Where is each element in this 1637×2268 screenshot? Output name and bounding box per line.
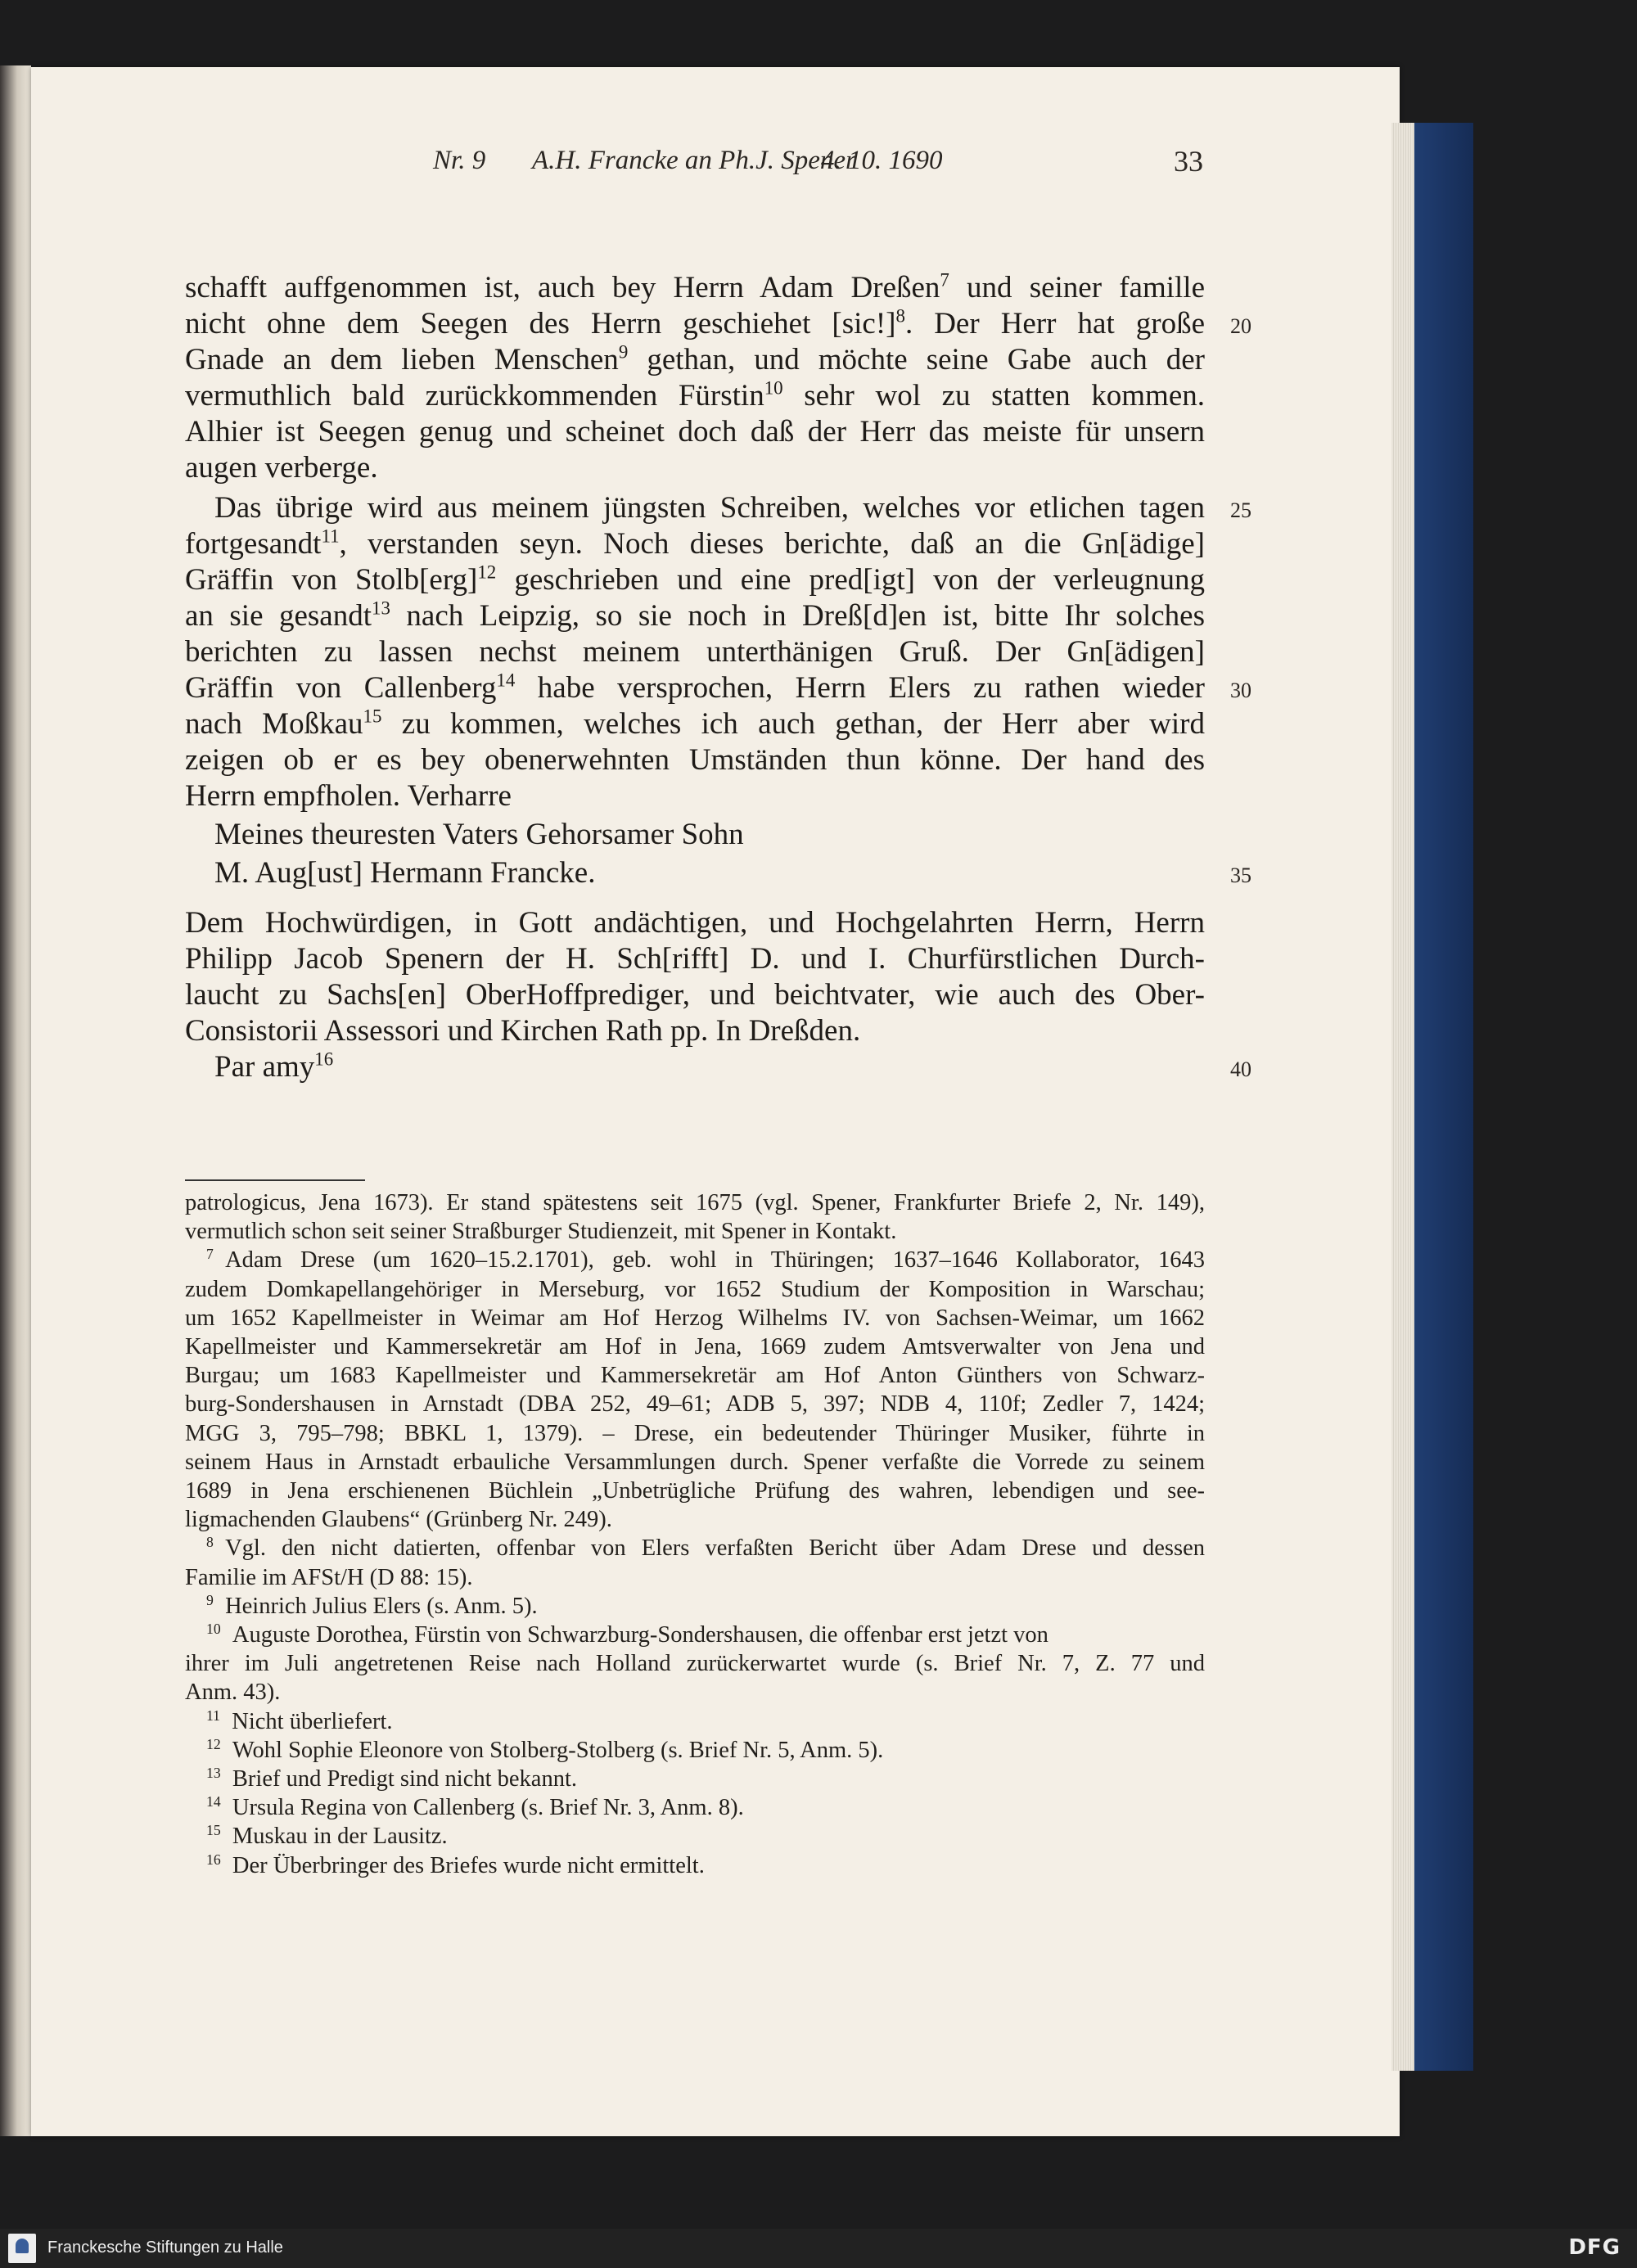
body-text: Meines theuresten Vaters Gehorsamer Sohn — [214, 818, 744, 851]
footnote-line — [185, 1679, 1205, 1707]
body-text: Par amy — [214, 1050, 315, 1084]
body-line — [185, 941, 1205, 977]
footnote-line — [185, 1737, 1205, 1765]
body-line — [185, 817, 1205, 853]
footnote-line — [185, 1506, 1205, 1534]
body-text: Philipp Jacob Spenern der H. Sch[rifft] D. und I. Churfürstlichen Durch- — [185, 942, 1205, 976]
footnote-ref: 15 — [363, 706, 382, 727]
body-text: M. Aug[ust] Hermann Francke. — [214, 856, 596, 890]
body-text: laucht zu Sachs[en] OberHoffprediger, und beichtvater, wie auch des Ober- — [185, 978, 1205, 1012]
footnote-text: vermutlich schon seit seiner Straßburger Studienzeit, mit Spener in Kontakt. — [185, 1219, 897, 1244]
body-text: fortgesandt — [185, 527, 322, 561]
body-text: , verstanden seyn. Noch dieses berichte, daß an die Gn[ädige] — [339, 527, 1205, 561]
body-text: Dem Hochwürdigen, in Gott andächtigen, und Hochgelahrten Herrn, Herrn — [185, 906, 1205, 940]
footnote-line — [185, 1765, 1205, 1793]
letter-date: 4. 10. 1690 — [821, 146, 943, 175]
body-text: nach Moßkau — [185, 707, 363, 741]
body-text: zu kommen, welches ich auch gethan, der Herr aber wird — [381, 707, 1205, 741]
footnote-text: Vgl. den nicht datierten, offenbar von Elers verfaßten Bericht über Adam Drese und dessen — [225, 1535, 1205, 1561]
body-line — [185, 562, 1205, 598]
footnote-number: 15 — [206, 1821, 221, 1838]
line-number: 25 — [1230, 498, 1251, 522]
body-text: Consistorii Assessori und Kirchen Rath pp. In Dreßden. — [185, 1014, 861, 1048]
body-text: sehr wol zu statten kommen. — [782, 379, 1205, 413]
body-text: nach Leipzig, so sie noch in Dreß[d]en ist, bitte Ihr solches — [390, 599, 1205, 633]
body-line — [185, 742, 1205, 778]
body-line — [185, 306, 1205, 342]
body-text: vermuthlich bald zurückkommenden Fürstin — [185, 379, 764, 413]
body-line — [185, 490, 1205, 526]
footnote-text: Muskau in der Lausitz. — [232, 1824, 448, 1849]
body-text: und seiner famille — [949, 271, 1205, 304]
body-text: geschrieben und eine pred[igt] von der verleugnung — [496, 563, 1206, 597]
footnote-number: 9 — [206, 1591, 214, 1608]
footnote-text: Auguste Dorothea, Fürstin von Schwarzburg-Sondershausen, die offenbar erst jetzt von — [232, 1622, 1048, 1648]
footnote-text: Brief und Predigt sind nicht bekannt. — [232, 1766, 578, 1792]
footnote-text: Burgau; um 1683 Kapellmeister und Kammersekretär am Hof Anton Günthers von Schwarz- — [185, 1363, 1205, 1388]
footnote-text: Nicht überliefert. — [232, 1709, 393, 1734]
footnote-line — [185, 1621, 1205, 1649]
line-number: 30 — [1230, 679, 1251, 702]
institution-name: Franckesche Stiftungen zu Halle — [47, 2239, 283, 2257]
running-header — [0, 146, 1637, 187]
footnote-number: 11 — [206, 1707, 221, 1724]
footnote-ref: 14 — [496, 670, 516, 691]
footnote-ref: 12 — [477, 561, 497, 583]
body-line — [185, 270, 1205, 306]
footnote-line — [185, 1218, 1205, 1246]
body-text: augen verberge. — [185, 451, 378, 485]
footnote-line — [185, 1189, 1205, 1217]
body-line — [185, 526, 1205, 562]
footnote-rule — [185, 1179, 365, 1181]
footnote-text: Wohl Sophie Eleonore von Stolberg-Stolberg (s. Brief Nr. 5, Anm. 5). — [232, 1738, 884, 1763]
line-number: 20 — [1230, 314, 1251, 338]
line-number: 35 — [1230, 863, 1251, 887]
body-line — [185, 634, 1205, 670]
footnote-text: zudem Domkapellangehöriger in Merseburg, vor 1652 Studium der Komposition in Warschau; — [185, 1277, 1205, 1302]
body-text: berichten zu lassen nechst meinem unterthänigen Gruß. Der Gn[ädigen] — [185, 635, 1205, 669]
book-page-edges — [1391, 123, 1414, 2071]
body-line — [185, 670, 1205, 706]
footnote-line — [185, 1449, 1205, 1477]
body-text: zeigen ob er es bey obenerwehnten Umständen thun könne. Der hand des — [185, 743, 1205, 777]
footnote-text: Ursula Regina von Callenberg (s. Brief Nr. 3, Anm. 8). — [232, 1795, 744, 1820]
footnote-text: Kapellmeister und Kammersekretär am Hof in Jena, 1669 zudem Amtsverwalter von Jena und — [185, 1334, 1205, 1359]
footnote-line — [185, 1305, 1205, 1332]
footnote-number: 7 — [206, 1245, 214, 1262]
body-text: Gräffin von Callenberg — [185, 671, 497, 705]
body-line — [185, 1013, 1205, 1049]
line-number: 40 — [1230, 1057, 1251, 1081]
footnote-text: MGG 3, 795–798; BBKL 1, 1379). – Drese, ein bedeutender Thüringer Musiker, führte in — [185, 1421, 1205, 1446]
letter-number: Nr. 9 — [433, 146, 486, 175]
footnote-line — [185, 1276, 1205, 1304]
footnote-ref: 10 — [764, 377, 783, 399]
footnote-line — [185, 1852, 1205, 1880]
footnote-line — [185, 1477, 1205, 1505]
footnote-number: 12 — [206, 1735, 221, 1752]
letter-correspondents: A.H. Francke an Ph.J. Spener — [532, 146, 856, 175]
footnote-text: ihrer im Juli angetretenen Reise nach Holland zurückerwartet wurde (s. Brief Nr. 7, Z. 77 und — [185, 1651, 1205, 1676]
body-line — [185, 706, 1205, 742]
body-text: habe versprochen, Herrn Elers zu rathen wieder — [515, 671, 1205, 705]
body-line — [185, 1049, 1205, 1085]
footnote-line — [185, 1564, 1205, 1592]
footnote-line — [185, 1650, 1205, 1678]
footnote-text: patrologicus, Jena 1673). Er stand spätestens seit 1675 (vgl. Spener, Frankfurter Briefe 2, Nr. 149), — [185, 1190, 1205, 1215]
footnote-line — [185, 1420, 1205, 1448]
body-text: Gräffin von Stolb[erg] — [185, 563, 478, 597]
footnote-number: 16 — [206, 1851, 221, 1868]
body-line — [185, 414, 1205, 450]
footnote-ref: 11 — [321, 525, 340, 547]
footnote-text: Heinrich Julius Elers (s. Anm. 5). — [225, 1594, 538, 1619]
footnote-text: burg-Sondershausen in Arnstadt (DBA 252, 49–61; ADB 5, 397; NDB 4, 110f; Zedler 7, 1424; — [185, 1391, 1205, 1417]
page-number: 33 — [1174, 145, 1203, 178]
footnote-text: 1689 in Jena erschienenen Büchlein „Unbetrügliche Prüfung des wahren, lebendigen und see- — [185, 1478, 1205, 1504]
body-line — [185, 598, 1205, 634]
institution-logo-icon — [8, 2234, 36, 2263]
footnote-line — [185, 1823, 1205, 1851]
footnote-text: Familie im AFSt/H (D 88: 15). — [185, 1565, 473, 1590]
footnote-number: 8 — [206, 1533, 214, 1550]
body-line — [185, 378, 1205, 414]
footnote-text: Adam Drese (um 1620–15.2.1701), geb. wohl in Thüringen; 1637–1646 Kollaborator, 1643 — [225, 1247, 1205, 1273]
body-line — [185, 450, 1205, 486]
body-text: Herrn empfholen. Verharre — [185, 779, 512, 813]
body-text: an sie gesandt — [185, 599, 372, 633]
footnote-line — [185, 1535, 1205, 1562]
body-text: Das übrige wird aus meinem jüngsten Schreiben, welches vor etlichen tagen — [214, 491, 1205, 525]
footnote-ref: 8 — [895, 305, 905, 327]
footnote-text: ligmachenden Glaubens“ (Grünberg Nr. 249). — [185, 1507, 612, 1532]
footnote-text: Anm. 43). — [185, 1680, 281, 1705]
footnote-text: um 1652 Kapellmeister in Weimar am Hof Herzog Wilhelms IV. von Sachsen-Weimar, um 1662 — [185, 1305, 1205, 1331]
body-text: nicht ohne dem Seegen des Herrn geschiehet [sic!] — [185, 307, 896, 340]
footnote-line — [185, 1333, 1205, 1361]
book-left-edge — [0, 65, 31, 2136]
body-text: Gnade an dem lieben Menschen — [185, 343, 619, 376]
footnote-line — [185, 1247, 1205, 1274]
body-line — [185, 905, 1205, 941]
body-line — [185, 778, 1205, 814]
viewer-footer — [0, 2229, 1637, 2268]
footnote-line — [185, 1362, 1205, 1390]
footnote-number: 14 — [206, 1792, 221, 1810]
footnote-ref: 13 — [372, 597, 390, 619]
footnote-line — [185, 1708, 1205, 1736]
footnote-ref: 7 — [940, 269, 949, 291]
body-line — [185, 977, 1205, 1013]
footnote-line — [185, 1794, 1205, 1822]
footnote-ref: 16 — [314, 1048, 334, 1070]
footnote-line — [185, 1391, 1205, 1418]
body-text: Alhier ist Seegen genug und scheinet doch daß der Herr das meiste für unsern — [185, 415, 1205, 449]
footnote-text: Der Überbringer des Briefes wurde nicht ermittelt. — [232, 1853, 705, 1878]
body-text: schafft auffgenommen ist, auch bey Herrn Adam Dreßen — [185, 271, 940, 304]
footnote-ref: 9 — [618, 341, 629, 363]
footnote-number: 13 — [206, 1764, 221, 1781]
body-text: . Der Herr hat große — [904, 307, 1205, 340]
body-line — [185, 342, 1205, 378]
dfg-logo: DFG — [1568, 2235, 1621, 2260]
footnote-text: seinem Haus in Arnstadt erbauliche Versammlungen durch. Spener verfaßte die Vorrede zu seinem — [185, 1450, 1205, 1475]
body-line — [185, 855, 1205, 891]
body-text: gethan, und möchte seine Gabe auch der — [628, 343, 1205, 376]
footnote-line — [185, 1593, 1205, 1621]
footnote-number: 10 — [206, 1620, 221, 1637]
